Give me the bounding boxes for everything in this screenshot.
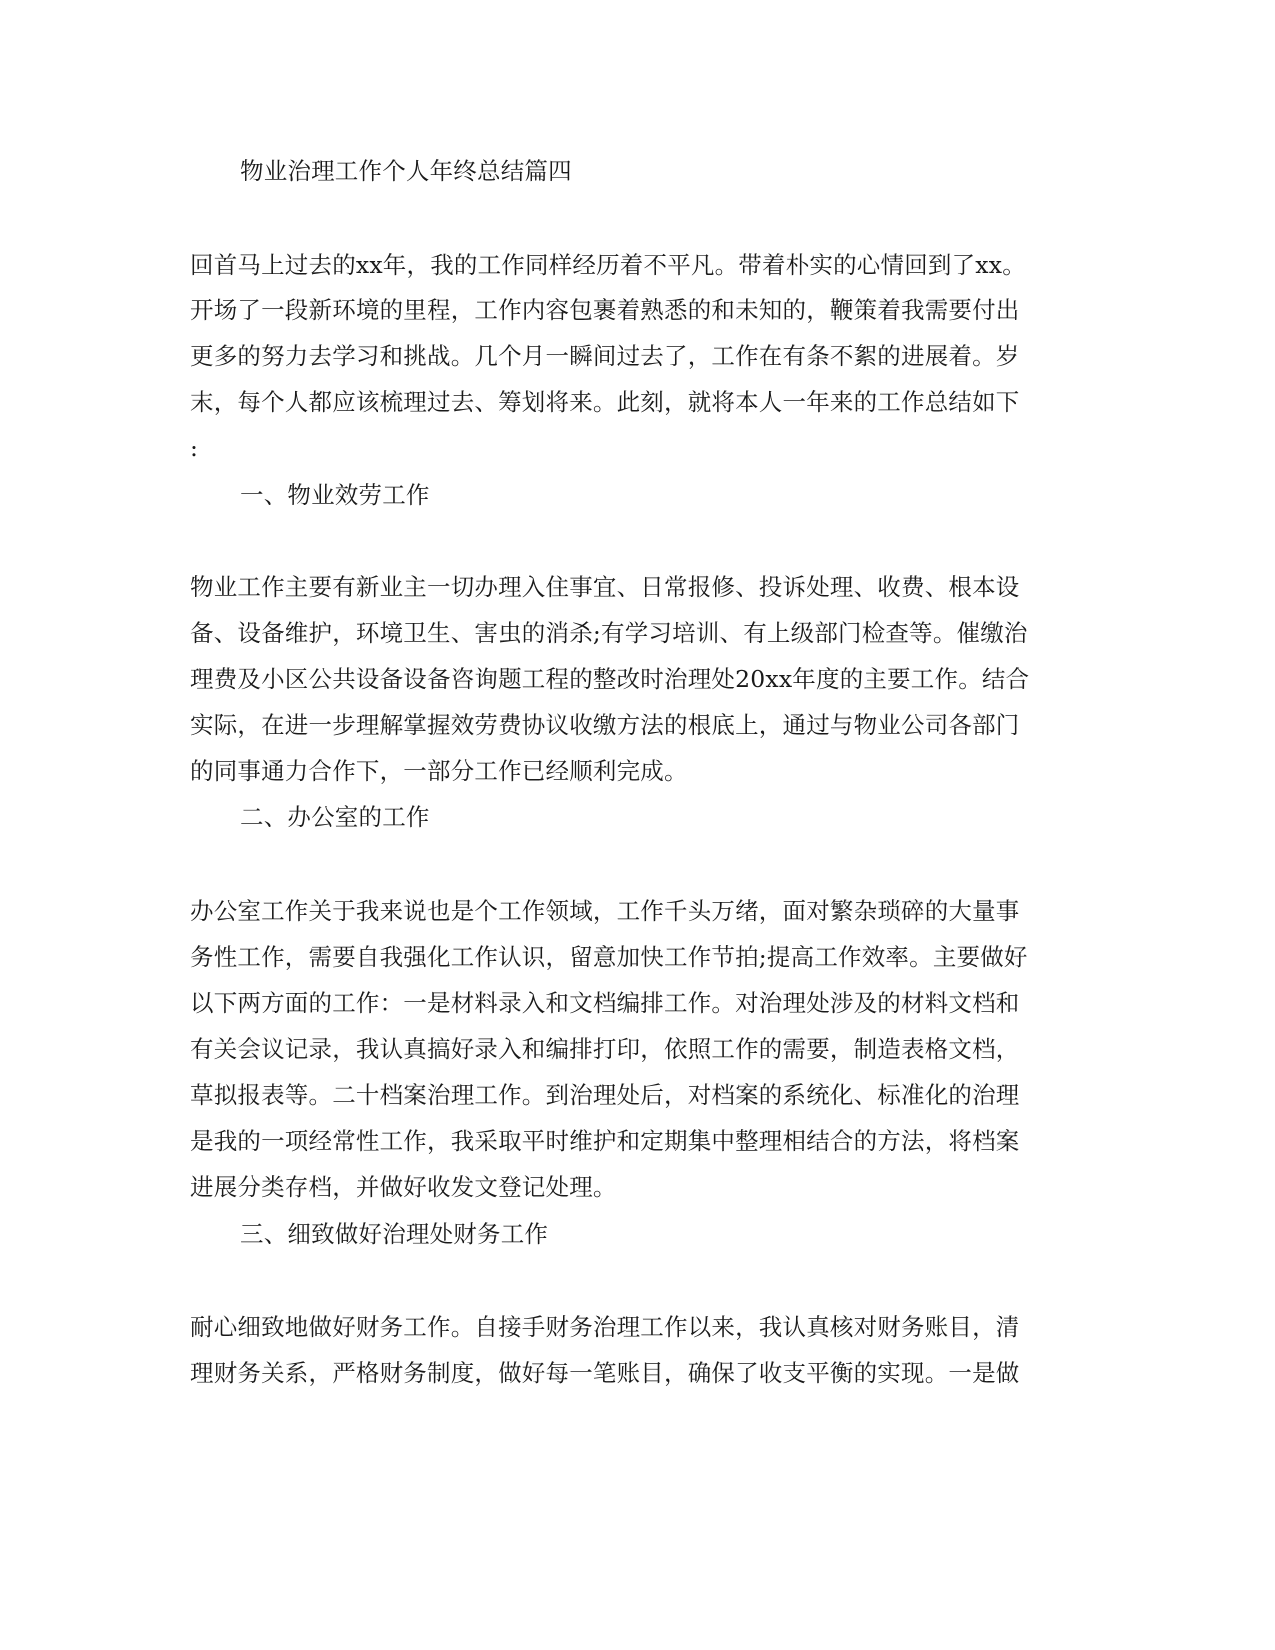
- section-heading-1: 一、物业效劳工作: [240, 481, 430, 509]
- section1-line: 备、设备维护，环境卫生、害虫的消杀;有学习培训、有上级部门检查等。催缴治: [190, 619, 1028, 647]
- intro-line: 开场了一段新环境的里程，工作内容包裹着熟悉的和未知的，鞭策着我需要付出: [190, 296, 1020, 324]
- section2-line: 务性工作，需要自我强化工作认识，留意加快工作节拍;提高工作效率。主要做好: [190, 943, 1028, 971]
- section1-line: 物业工作主要有新业主一切办理入住事宜、日常报修、投诉处理、收费、根本设: [190, 573, 1020, 601]
- intro-line: 更多的努力去学习和挑战。几个月一瞬间过去了，工作在有条不絮的进展着。岁: [190, 342, 1020, 370]
- section2-line: 草拟报表等。二十档案治理工作。到治理处后，对档案的系统化、标准化的治理: [190, 1081, 1020, 1109]
- section2-line: 有关会议记录，我认真搞好录入和编排打印，依照工作的需要，制造表格文档，: [190, 1035, 1020, 1063]
- document-title: 物业治理工作个人年终总结篇四: [240, 157, 572, 185]
- section2-line: 进展分类存档，并做好收发文登记处理。: [190, 1173, 617, 1201]
- intro-line: 末，每个人都应该梳理过去、筹划将来。此刻，就将本人一年来的工作总结如下: [190, 388, 1020, 416]
- section1-line: 实际，在进一步理解掌握效劳费协议收缴方法的根底上，通过与物业公司各部门: [190, 711, 1020, 739]
- intro-line: :: [190, 434, 199, 462]
- section2-line: 以下两方面的工作：一是材料录入和文档编排工作。对治理处涉及的材料文档和: [190, 989, 1020, 1017]
- section1-line: 理费及小区公共设备设备咨询题工程的整改时治理处20xx年度的主要工作。结合: [190, 665, 1030, 693]
- section1-line: 的同事通力合作下，一部分工作已经顺利完成。: [190, 757, 688, 785]
- intro-line: 回首马上过去的xx年，我的工作同样经历着不平凡。带着朴实的心情回到了xx。: [190, 251, 1026, 279]
- section3-line: 耐心细致地做好财务工作。自接手财务治理工作以来，我认真核对财务账目，清: [190, 1313, 1020, 1341]
- section2-line: 是我的一项经常性工作，我采取平时维护和定期集中整理相结合的方法，将档案: [190, 1127, 1020, 1155]
- section2-line: 办公室工作关于我来说也是个工作领域，工作千头万绪，面对繁杂琐碎的大量事: [190, 897, 1020, 925]
- section-heading-2: 二、办公室的工作: [240, 803, 430, 831]
- section-heading-3: 三、细致做好治理处财务工作: [240, 1220, 549, 1248]
- section3-line: 理财务关系，严格财务制度，做好每一笔账目，确保了收支平衡的实现。一是做: [190, 1359, 1020, 1387]
